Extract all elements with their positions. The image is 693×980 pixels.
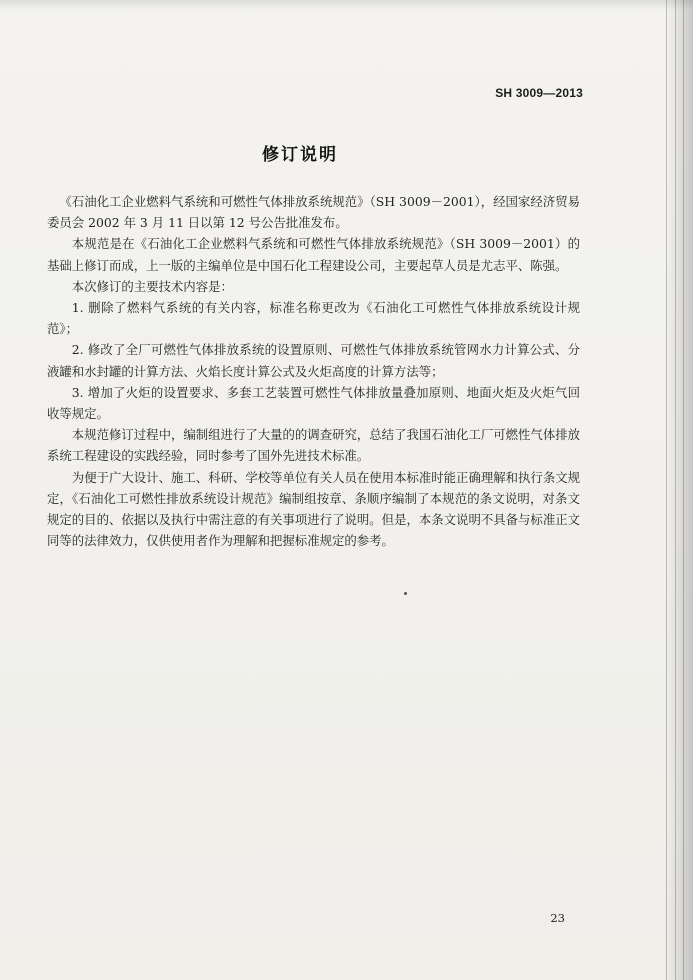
list-item: 1. 删除了燃料气系统的有关内容，标准名称更改为《石油化工可燃性气体排放系统设计规范》； — [47, 300, 580, 337]
standard-code: SH 3009—2013 — [495, 86, 583, 100]
paragraph: 本规范修订过程中，编制组进行了大量的的调查研究，总结了我国石油化工厂可燃性气体排放系统工程建设的实践经验，同时参考了国外先进技术标准。 — [47, 427, 580, 464]
paragraph: 本次修订的主要技术内容是： — [71, 278, 233, 294]
scan-shadow-right — [665, 0, 693, 980]
page-title: 修订说明 — [262, 145, 338, 165]
page-edge-line — [666, 0, 667, 980]
page-edge-line — [675, 0, 676, 980]
paragraph: 《石油化工企业燃料气系统和可燃性气体排放系统规范》（SH 3009－2001），经国家经济贸易委员会 2002 年 3 月 11 日以第 12 号公告批准发布。 — [47, 194, 580, 231]
paragraph: 本规范是在《石油化工企业燃料气系统和可燃性气体排放系统规范》（SH 3009－2001）的基础上修订而成，上一版的主编单位是中国石化工程建设公司，主要起草人员是尤志平、陈强。 — [47, 236, 580, 273]
scan-speck — [404, 592, 407, 595]
list-item: 3. 增加了火炬的设置要求、多套工艺装置可燃性气体排放量叠加原则、地面火炬及火炬气回收等规定。 — [47, 384, 580, 422]
page-edge-line — [683, 0, 684, 980]
paragraph: 为便于广大设计、施工、科研、学校等单位有关人员在使用本标准时能正确理解和执行条文规定，《石油化工可燃性排放系统设计规范》编制组按章、条顺序编制了本规范的条文说明，对条文规定的目的、依据以及执行中需注意的有关事项进行了说明。但是，本条文说明不具备与标准正文同等的法律效力，仅供使用者作为理解和把握标准规定的参考。 — [47, 469, 580, 549]
list-item: 2. 修改了全厂可燃性气体排放系统的设置原则、可燃性气体排放系统管网水力计算公式、分液罐和水封罐的计算方法、火焰长度计算公式及火炬高度的计算方法等； — [47, 342, 580, 379]
page-number: 23 — [550, 911, 565, 925]
document-body — [47, 191, 580, 551]
scan-shadow-top — [0, 0, 693, 10]
